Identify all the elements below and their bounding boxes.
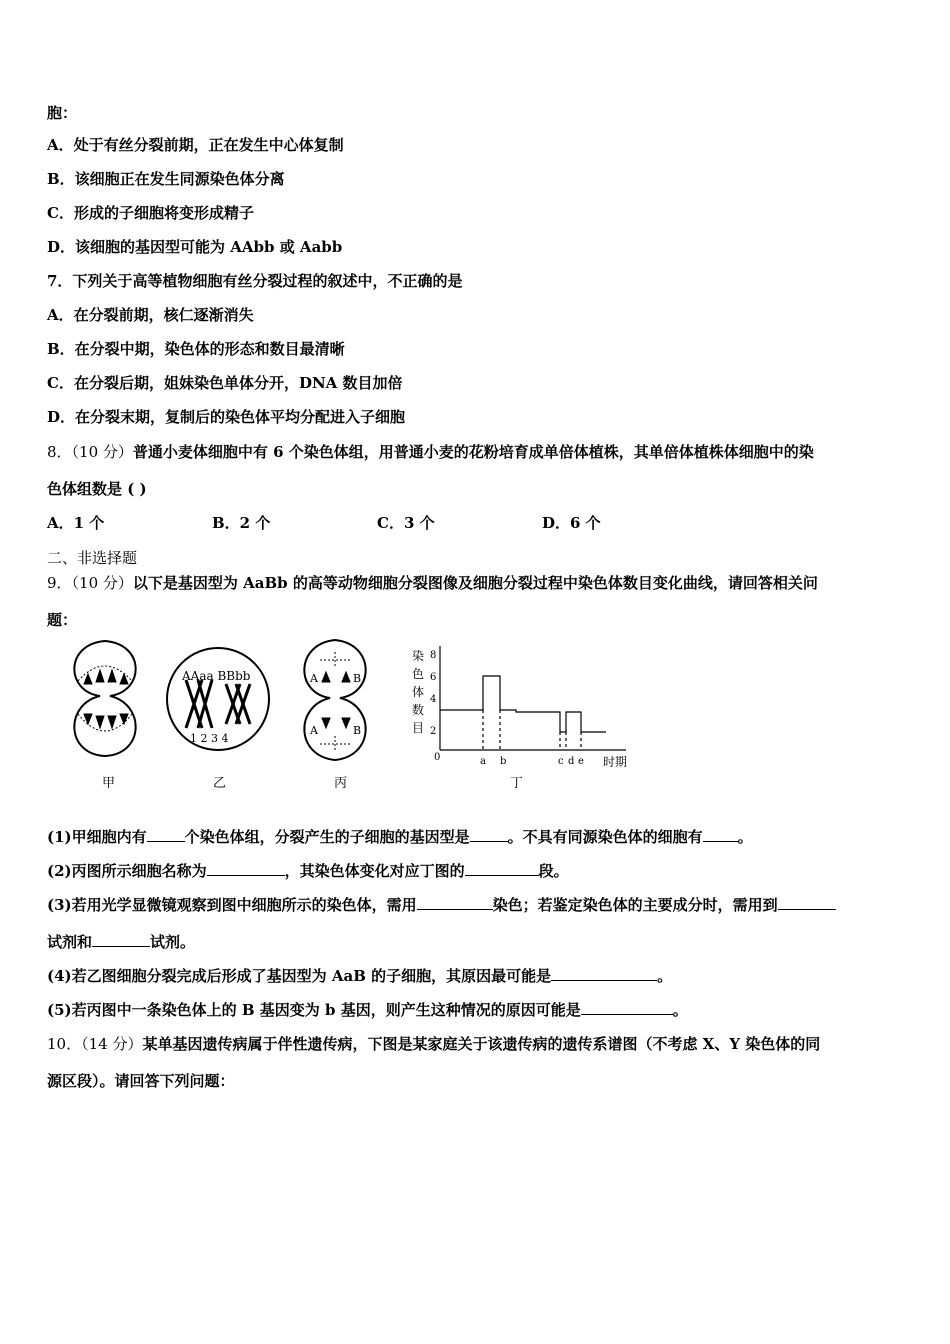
q9-sub4-text2: 。 [657, 967, 673, 985]
q9-sub1-text4: 。 [737, 828, 753, 846]
q9-sub5 [47, 1000, 688, 1020]
q9-sub3-line1 [47, 895, 836, 915]
q7-option-a: A．在分裂前期，核仁逐渐消失 [47, 306, 254, 324]
q9-sub1-text2: 个染色体组，分裂产生的子细胞的基因型是 [184, 828, 470, 846]
q8-number: 8． [47, 443, 72, 461]
y-tick-4: 4 [430, 694, 437, 705]
q6-option-d: D．该细胞的基因型可能为 AAbb 或 Aabb [47, 238, 343, 256]
q8-score: （10 分） [71, 443, 133, 461]
yi-chromosome-numbers: 1 2 3 4 [190, 732, 229, 745]
q9-sub2-text2: ，其染色体变化对应丁图的 [284, 862, 465, 880]
q9-sub1-text3: 。不具有同源染色体的细胞有 [507, 828, 703, 846]
q9-sub2-text1: (2)丙图所示细胞名称为 [47, 862, 207, 880]
q8-option-d: D．6 个 [542, 514, 601, 532]
cell-bing [304, 640, 365, 760]
cell-jia [74, 641, 135, 756]
x-mark-a: a [480, 756, 486, 767]
q9-sub1-blank2[interactable] [470, 827, 508, 842]
q9-sub4-text1: (4)若乙图细胞分裂完成后形成了基因型为 AaB 的子细胞，其原因最可能是 [47, 967, 552, 985]
x-mark-c: c [558, 756, 564, 767]
q7-option-c: C．在分裂后期，姐妹染色单体分开，DNA 数目加倍 [47, 374, 403, 392]
q9-sub3-blank2[interactable] [778, 895, 836, 910]
q6-stem-tail: 胞： [47, 104, 78, 122]
q7-option-d: D．在分裂末期，复制后的染色体平均分配进入子细胞 [47, 408, 406, 426]
q9-stem-text: 以下是基因型为 AaBb 的高等动物细胞分裂图像及细胞分裂过程中染色体数目变化曲线，请回答相关问 [132, 574, 818, 592]
chart-ding [412, 646, 627, 769]
q9-sub1-blank3[interactable] [703, 827, 738, 842]
y-title-char-4: 数 [412, 703, 425, 717]
x-mark-d: d [568, 756, 575, 767]
figure-label-jia: 甲 [102, 776, 116, 791]
bing-gene-B-bottom: B [353, 724, 362, 737]
q9-sub2-text3: 段。 [538, 862, 569, 880]
q9-sub1-blank1[interactable] [147, 827, 185, 842]
q9-sub5-blank1[interactable] [581, 1000, 673, 1015]
q9-sub2-blank2[interactable] [465, 861, 539, 876]
section-heading: 二、非选择题 [47, 549, 138, 567]
q9-sub3-text2: 染色；若鉴定染色体的主要成分时，需用到 [492, 896, 778, 914]
q9-score: （10 分） [71, 574, 133, 592]
y-tick-2: 2 [430, 726, 437, 737]
q9-sub3-line2 [47, 932, 195, 952]
q8-stem-text: 普通小麦体细胞中有 6 个染色体组，用普通小麦的花粉培育成单倍体植株，其单倍体植株体细胞中的染 [132, 443, 814, 461]
q9-number: 9． [47, 574, 72, 592]
chromosome-count-line [440, 676, 606, 732]
q6-option-a: A．处于有丝分裂前期，正在发生中心体复制 [47, 136, 344, 154]
x-axis-label: 时期 [603, 755, 628, 769]
q9-sub3-blank3[interactable] [92, 932, 150, 947]
y-title-char-5: 目 [412, 721, 425, 735]
figure-label-bing: 丙 [334, 776, 348, 791]
q9-sub5-text1: (5)若丙图中一条染色体上的 B 基因变为 b 基因，则产生这种情况的原因可能是 [47, 1001, 581, 1019]
q9-sub3-text1: (3)若用光学显微镜观察到图中细胞所示的染色体，需用 [47, 896, 417, 914]
q9-sub2-blank1[interactable] [207, 861, 285, 876]
q9-sub1-text1: (1)甲细胞内有 [47, 828, 147, 846]
q10-stem-line2: 源区段）。请回答下列问题： [47, 1072, 235, 1090]
q8-option-c: C．3 个 [377, 514, 435, 532]
q9-sub1 [47, 827, 753, 847]
q9-sub5-text2: 。 [672, 1001, 688, 1019]
bing-gene-A-bottom: A [310, 724, 318, 737]
q9-sub2 [47, 861, 569, 881]
q8-stem-line2: 色体组数是 ( ) [47, 480, 147, 498]
x-origin-label: 0 [434, 752, 441, 763]
q7-option-b: B．在分裂中期，染色体的形态和数目最清晰 [47, 340, 345, 358]
q9-figure [60, 636, 650, 796]
bing-gene-B-top: B [353, 672, 362, 685]
q9-stem-line1 [47, 573, 818, 593]
q10-number: 10． [47, 1035, 82, 1053]
bing-gene-A-top: A [310, 672, 318, 685]
q8-stem-line1 [47, 442, 814, 462]
q9-stem-line2: 题： [47, 611, 78, 629]
yi-gene-labels: AAaa BBbb [182, 669, 251, 683]
q9-sub4 [47, 966, 672, 986]
q6-option-b: B．该细胞正在发生同源染色体分离 [47, 170, 285, 188]
q10-score: （14 分） [81, 1035, 143, 1053]
x-mark-e: e [578, 756, 584, 767]
q6-option-c: C．形成的子细胞将变形成精子 [47, 204, 254, 222]
q8-option-b: B．2 个 [212, 514, 271, 532]
q10-stem-line1 [47, 1034, 820, 1054]
q8-option-a: A．1 个 [47, 514, 105, 532]
y-tick-6: 6 [430, 672, 437, 683]
q9-sub3-text4: 试剂。 [150, 933, 196, 951]
y-title-char-1: 染 [412, 649, 425, 663]
y-tick-8: 8 [430, 650, 437, 661]
cell-yi [167, 648, 269, 750]
q9-sub3-text3: 试剂和 [47, 933, 93, 951]
q9-sub3-blank1[interactable] [417, 895, 493, 910]
x-mark-b: b [500, 756, 507, 767]
y-title-char-3: 体 [412, 685, 425, 699]
q9-sub4-blank1[interactable] [551, 966, 657, 981]
figure-label-ding: 丁 [510, 776, 524, 791]
y-title-char-2: 色 [412, 667, 425, 681]
q7-stem: 7．下列关于高等植物细胞有丝分裂过程的叙述中，不正确的是 [47, 272, 463, 290]
figure-label-yi: 乙 [213, 776, 227, 791]
q10-stem-text: 某单基因遗传病属于伴性遗传病，下图是某家庭关于该遗传病的遗传系谱图（不考虑 X、Y 染色体的同 [142, 1035, 821, 1053]
